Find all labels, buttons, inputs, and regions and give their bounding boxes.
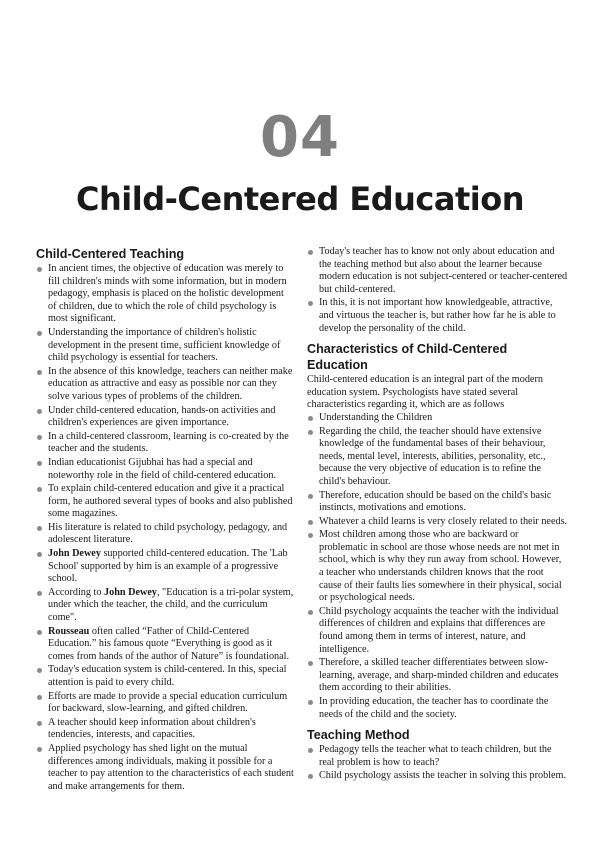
bullet-icon [37,721,42,726]
list-item: Child psychology acquaints the teacher with the individual differences of children and explains that differences are found among them in terms of interest, nature, and intelligence. [307,606,568,656]
bullet-icon [37,435,42,440]
list-item: In a child-centered classroom, learning is co-created by the teacher and the students. [36,431,294,456]
bullet-icon [308,610,313,615]
bullet-icon [308,416,313,421]
list-item: Child psychology assists the teacher in solving this problem. [307,770,568,783]
bullet-list [36,263,294,793]
list-item: Pedagogy tells the teacher what to teach children, but the real problem is how to teach? [307,744,568,769]
name-rousseau: Rousseau [48,625,90,637]
bullet-icon [37,695,42,700]
list-item: Rousseau often called “Father of Child-Centered Education.” his famous quote “Everything is good as it comes from hands of the author of Nature” is foundational. [36,626,294,664]
name-john-dewey: John Dewey [104,586,157,598]
bullet-icon [37,668,42,673]
chapter-title: Child-Centered Education [75,180,525,218]
bullet-icon [308,250,313,255]
list-item: Efforts are made to provide a special education curriculum for backward, slow-learning, and gifted children. [36,691,294,716]
section-heading-child-centered-teaching: Child-Centered Teaching [36,247,185,261]
bullet-icon [37,591,42,596]
bullet-list [307,246,568,335]
list-item: Today's education system is child-centered. In this, special attention is paid to every child. [36,664,294,689]
list-item: Most children among those who are backward or problematic in school are those whose needs are not met in school, which is why they run away from school. However, a teacher who understands children knows that the root cause of their faults lies somewhere in their physical, social or psychological needs. [307,529,568,605]
list-item: John Dewey supported child-centered education. The 'Lab School' supported by him is an example of a progressive school. [36,548,294,586]
bullet-icon [37,370,42,375]
list-item: In providing education, the teacher has to coordinate the needs of the child and the society. [307,696,568,721]
right-column [307,246,568,784]
bullet-icon [37,409,42,414]
list-item: Regarding the child, the teacher should have extensive knowledge of the fundamental bases of their behaviour, needs, mental level, interests, abilities, personality, etc., because the very objective of education is to refine the child's behaviour. [307,426,568,489]
bullet-icon [37,526,42,531]
list-item: Whatever a child learns is very closely related to their needs. [307,516,568,529]
bullet-icon [308,774,313,779]
list-item: Understanding the Children [307,412,568,425]
bullet-icon [37,552,42,557]
list-item: Indian educationist Gijubhai has had a special and noteworthy role in the field of child-centered education. [36,457,294,482]
bullet-list [307,412,568,721]
bullet-icon [37,487,42,492]
left-column [36,246,294,794]
name-john-dewey: John Dewey [48,548,101,560]
list-item: Therefore, a skilled teacher differentiates between slow-learning, average, and sharp-minded children and educates them according to their abilities. [307,657,568,695]
list-item: His literature is related to child psychology, pedagogy, and adolescent literature. [36,522,294,547]
list-item: According to John Dewey, "Education is a tri-polar system, under which the teacher, the child, and the curriculum come". [36,587,294,625]
list-item: Under child-centered education, hands-on activities and children's experiences are given importance. [36,405,294,430]
bullet-icon [308,430,313,435]
bullet-icon [37,461,42,466]
bullet-icon [308,533,313,538]
list-item: Therefore, education should be based on the child's basic instincts, motivations and emotions. [307,490,568,515]
characteristics-intro: Child-centered education is an integral part of the modern education system. Psychologists have stated several characteristics regarding it, which are as follows [307,374,543,411]
bullet-icon [308,700,313,705]
bullet-icon [308,520,313,525]
bullet-icon [308,661,313,666]
section-heading-characteristics: Characteristics of Child-Centered Education [307,342,508,373]
bullet-icon [37,747,42,752]
list-item: In ancient times, the objective of education was merely to fill children's minds with some information, but in modern pedagogy, emphasis is placed on the holistic development of children, due to which the role of child psychology is most significant. [36,263,294,326]
list-item: Applied psychology has shed light on the mutual differences among individuals, making it possible for a teacher to pay attention to the characteristics of each student and make arrangements for them. [36,743,294,793]
list-item: Understanding the importance of children's holistic development in the present time, sufficient knowledge of child psychology is essential for teachers. [36,327,294,365]
list-item: Today's teacher has to know not only about education and the teaching method but also about the learner because modern education is not subject-centered or teacher-centered but child-centered. [307,246,568,296]
bullet-icon [308,748,313,753]
bullet-list [307,744,568,783]
chapter-number: 04 [260,105,340,170]
bullet-icon [308,494,313,499]
list-item: To explain child-centered education and give it a practical form, he authored several types of books and also published some magazines. [36,483,294,521]
bullet-icon [37,630,42,635]
list-item: In this, it is not important how knowledgeable, attractive, and virtuous the teacher is, but rather how far he is able to develop the personality of the child. [307,297,568,335]
list-item: In the absence of this knowledge, teachers can neither make education as attractive and easy as possible nor can they solve various types of problems of the children. [36,366,294,404]
bullet-icon [37,331,42,336]
list-item: A teacher should keep information about children's tendencies, interests, and capacities. [36,717,294,742]
bullet-icon [308,301,313,306]
bullet-icon [37,267,42,272]
section-heading-teaching-method: Teaching Method [307,728,410,743]
